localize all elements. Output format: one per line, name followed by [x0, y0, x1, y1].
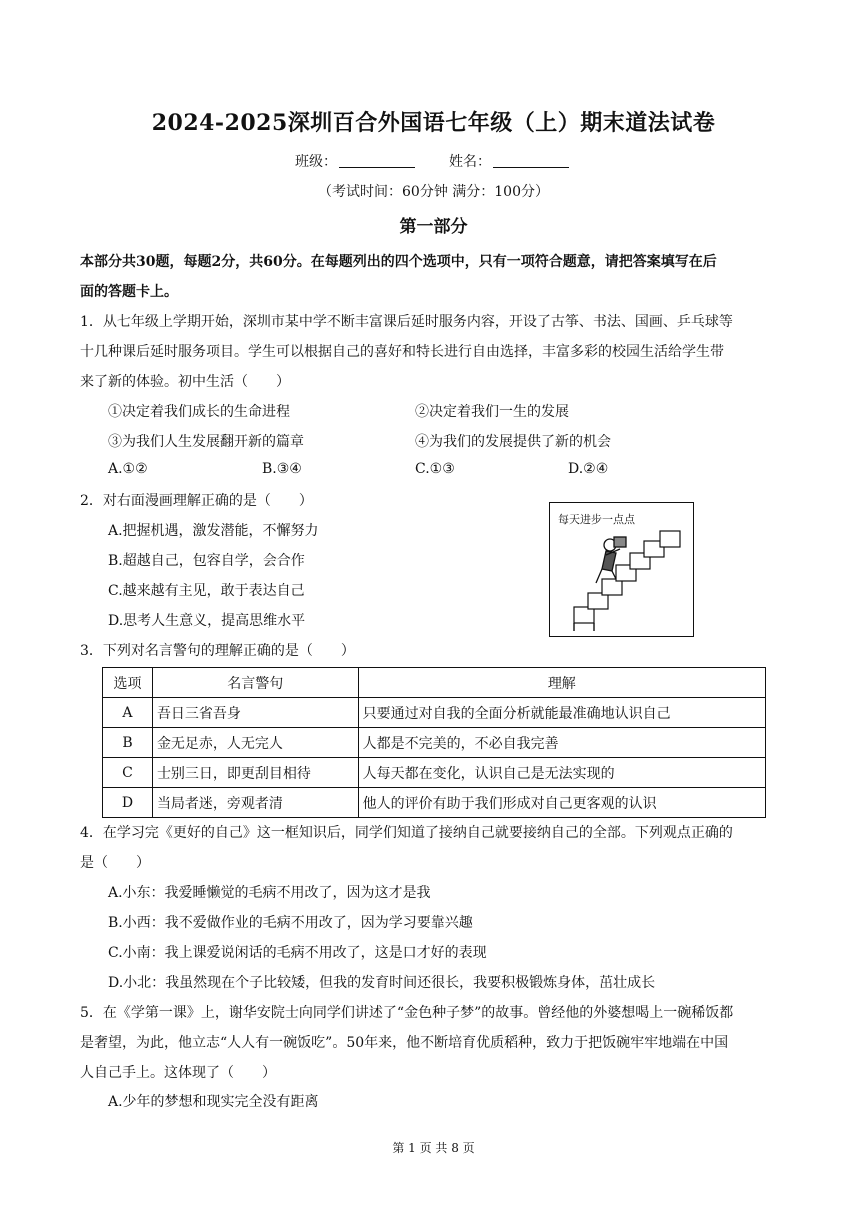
- table-cell-option: B: [103, 728, 153, 758]
- cartoon-image: [549, 502, 694, 637]
- q4-option-d: D.小北：我虽然现在个子比较矮，但我的发育时间还很长，我要积极锻炼身体，茁壮成长: [108, 975, 656, 991]
- q3-stem: 3．下列对名言警句的理解正确的是（ ）: [80, 643, 355, 659]
- table-header-understanding: 理解: [358, 668, 765, 698]
- q1-line-1: 1．从七年级上学期开始，深圳市某中学不断丰富课后延时服务内容，开设了古筝、书法、国画、乒乓球等: [80, 314, 733, 330]
- table-cell-understanding: 人每天都在变化，认识自己是无法实现的: [358, 758, 765, 788]
- table-cell-understanding: 人都是不完美的，不必自我完善: [358, 728, 765, 758]
- q4-line-1: 4．在学习完《更好的自己》这一框知识后，同学们知道了接纳自己就要接纳自己的全部。下列观点正确的: [80, 825, 733, 841]
- q1-line-3: 来了新的体验。初中生活（ ）: [80, 374, 290, 390]
- table-row: [103, 758, 766, 788]
- q2-option-b: B.超越自己，包容自学，会合作: [108, 553, 305, 569]
- table-header-row: [103, 668, 766, 698]
- q4-option-b: B.小西：我不爱做作业的毛病不用改了，因为学习要靠兴趣: [108, 915, 473, 931]
- table-row: [103, 698, 766, 728]
- instruction-line-1: 本部分共30题，每题2分，共60分。在每题列出的四个选项中，只有一项符合题意，请把答案填写在后: [80, 254, 717, 270]
- q5-line-3: 人自己手上。这体现了（ ）: [80, 1065, 276, 1081]
- q4-line-2: 是（ ）: [80, 855, 150, 871]
- q1-line-2: 十几种课后延时服务项目。学生可以根据自己的喜好和特长进行自由选择，丰富多彩的校园生活给学生带: [80, 344, 724, 360]
- q1-statement-4: ④为我们的发展提供了新的机会: [415, 434, 611, 450]
- q1-option-a: A.①②: [108, 461, 148, 477]
- name-label: 姓名：: [449, 154, 491, 170]
- page-footer: 第 1 页 共 8 页: [392, 1141, 475, 1155]
- class-label: 班级：: [295, 154, 337, 170]
- table-header-option: 选项: [103, 668, 153, 698]
- table-row: [103, 728, 766, 758]
- q2-option-d: D.思考人生意义，提高思维水平: [108, 613, 306, 629]
- table-cell-option: C: [103, 758, 153, 788]
- table-cell-quote: 金无足赤，人无完人: [152, 728, 358, 758]
- q4-option-c: C.小南：我上课爱说闲话的毛病不用改了，这是口才好的表现: [108, 945, 487, 961]
- class-blank: [339, 153, 415, 168]
- quotes-table: [102, 667, 766, 818]
- q5-line-2: 是奢望，为此，他立志“人人有一碗饭吃”。50年来，他不断培育优质稻种，致力于把饭碗牢牢地端在中国: [80, 1035, 729, 1051]
- table-cell-quote: 士别三日，即更刮目相待: [152, 758, 358, 788]
- q1-option-b: B.③④: [262, 461, 302, 477]
- name-blank: [493, 153, 569, 168]
- page-title: 2024-2025深圳百合外国语七年级（上）期末道法试卷: [151, 110, 716, 136]
- q1-statement-1: ①决定着我们成长的生命进程: [108, 404, 290, 420]
- q1-option-c: C.①③: [415, 461, 455, 477]
- q1-option-d: D.②④: [568, 461, 609, 477]
- table-cell-understanding: 他人的评价有助于我们形成对自己更客观的认识: [358, 788, 765, 818]
- table-cell-quote: 当局者迷，旁观者清: [152, 788, 358, 818]
- q1-statement-2: ②决定着我们一生的发展: [415, 404, 569, 420]
- table-cell-quote: 吾日三省吾身: [152, 698, 358, 728]
- exam-info: （考试时间：60分钟 满分：100分）: [318, 184, 549, 200]
- q1-statement-3: ③为我们人生发展翻开新的篇章: [108, 434, 304, 450]
- q2-option-c: C.越来越有主见，敢于表达自己: [108, 583, 305, 599]
- table-cell-option: A: [103, 698, 153, 728]
- instruction-line-2: 面的答题卡上。: [80, 284, 178, 300]
- q5-line-1: 5．在《学第一课》上，谢华安院士向同学们讲述了“金色种子梦”的故事。曾经他的外婆想喝上一碗稀饭都: [80, 1005, 734, 1021]
- table-cell-understanding: 只要通过对自我的全面分析就能最准确地认识自己: [358, 698, 765, 728]
- q2-option-a: A.把握机遇，激发潜能，不懈努力: [108, 523, 319, 539]
- section-title: 第一部分: [399, 217, 468, 237]
- staircase-illustration: [550, 503, 693, 636]
- cartoon-caption: 每天进步一点点: [558, 513, 635, 526]
- q2-stem: 2．对右面漫画理解正确的是（ ）: [80, 493, 313, 509]
- table-cell-option: D: [103, 788, 153, 818]
- table-header-quote: 名言警句: [152, 668, 358, 698]
- q4-option-a: A.小东：我爱睡懒觉的毛病不用改了，因为这才是我: [108, 885, 431, 901]
- table-row: [103, 788, 766, 818]
- name-field: [449, 151, 569, 171]
- class-field: [295, 151, 415, 171]
- q5-option-a: A.少年的梦想和现实完全没有距离: [108, 1094, 319, 1110]
